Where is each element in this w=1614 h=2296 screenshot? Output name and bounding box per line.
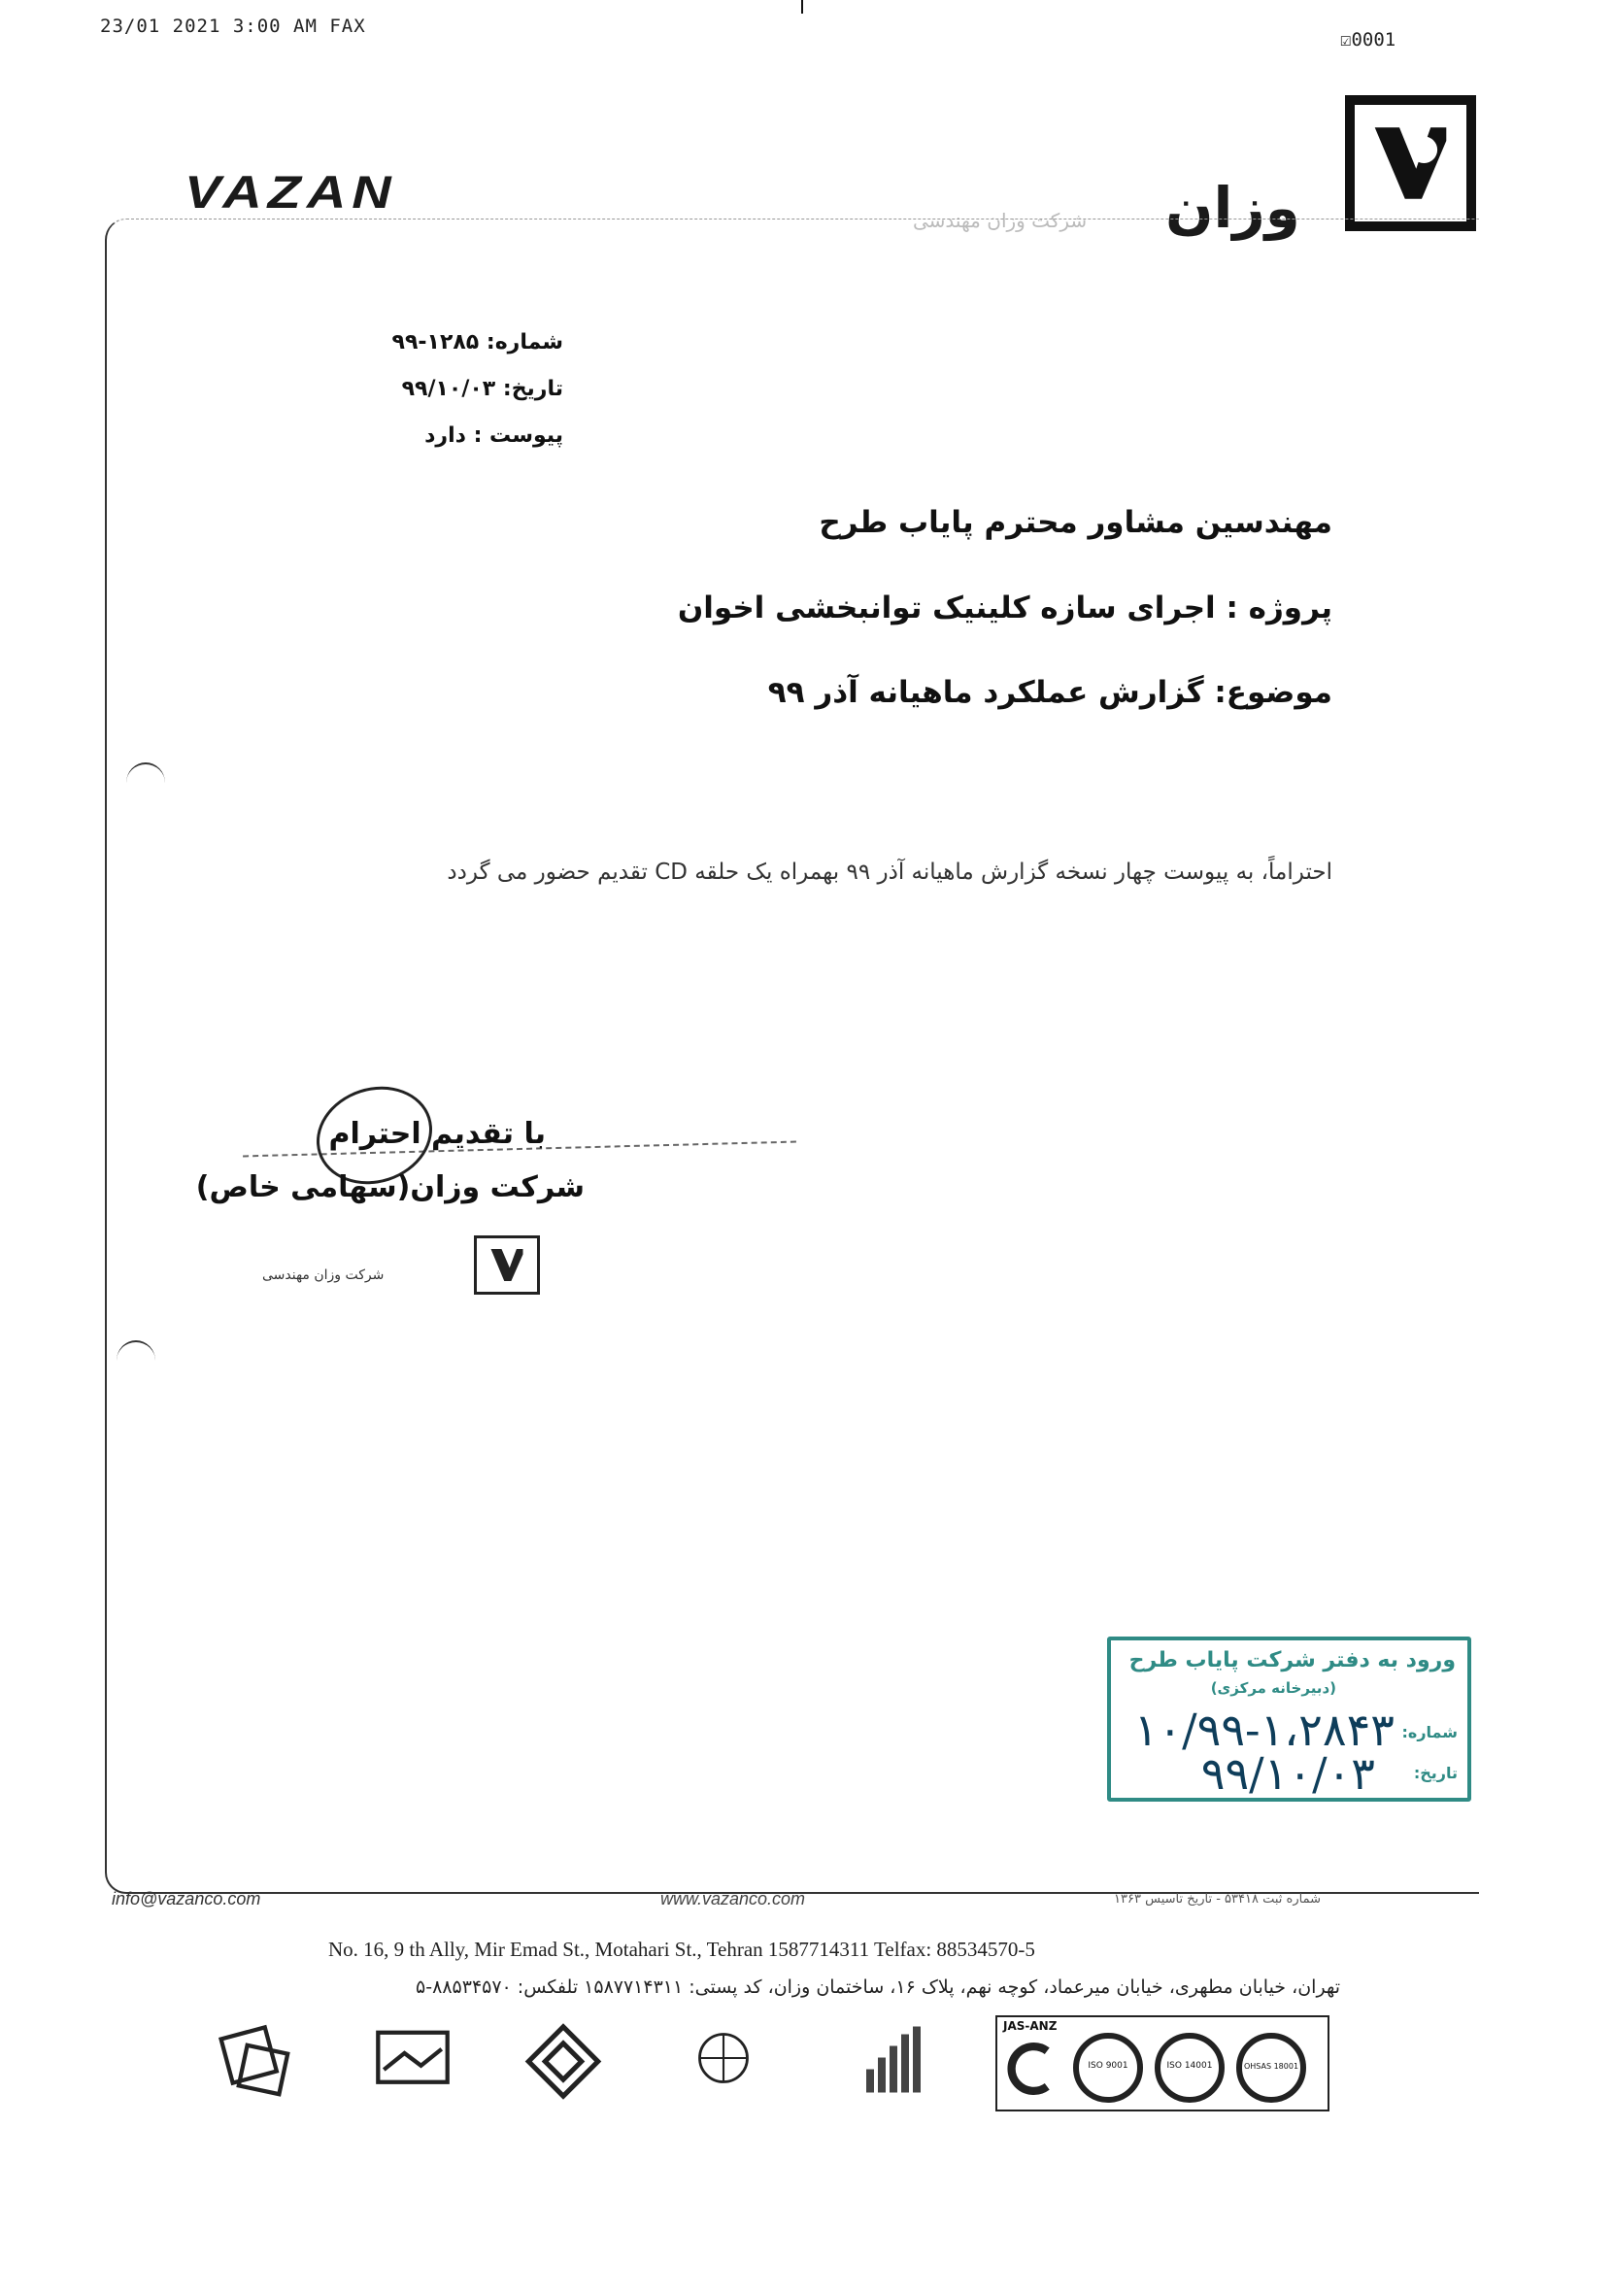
punch-hole-mark [126,762,165,803]
received-stamp [1107,1637,1471,1802]
jas-anz-logo-icon [1007,2035,1060,2103]
project-line: پروژه : اجرای سازه کلینیک توانبخشی اخوان [677,591,1332,625]
letter-date: تاریخ: ۹۹/۱۰/۰۳ [401,377,563,401]
footer-registration: شماره ثبت ۵۳۴۱۸ - تاریخ تاسیس ۱۳۶۳ [1114,1892,1321,1907]
company-stamp-text: شرکت وزان مهندسی [262,1267,385,1283]
letter-number: شماره: ۱۲۸۵-۹۹ [391,330,563,355]
handshake-logo-icon [369,2020,456,2103]
received-date-label: تاریخ: [1413,1764,1458,1782]
brand-latin-logo: VAZAN [185,165,397,219]
received-number-label: شماره: [1401,1723,1458,1741]
certification-strip [995,2015,1329,2111]
ohsas-18001-label: OHSAS 18001 [1243,2062,1299,2071]
punch-hole-mark [117,1340,155,1381]
brand-farsi-logo: وزان [1165,175,1300,241]
footer-address-english: No. 16, 9 th Ally, Mir Emad St., Motahari St., Tehran 1587714311 Telfax: 88534570-5 [328,1938,1035,1961]
certificate-badge-icon [214,2020,296,2103]
jas-anz-label: JAS-ANZ [1003,2019,1058,2033]
diamond-logo-icon [520,2020,607,2103]
top-edge-mark [801,0,803,14]
received-stamp-subtitle: (دبیرخانه مرکزی) [1210,1679,1336,1697]
iso-9001-seal-icon [1073,2033,1143,2103]
page-number: ☑0001 [1340,29,1396,51]
company-stamp-icon [474,1235,540,1295]
footer-website: www.vazanco.com [660,1889,806,1908]
letter-attachment: پیوست : دارد [424,423,563,448]
closing-phrase: با تقدیم احترام [328,1117,546,1151]
letterhead-subtitle: شرکت وزان مهندسی [913,209,1088,232]
received-number-value: ۱۰/۹۹-۱،۲۸۴۳ [1133,1704,1395,1756]
iso-14001-label: ISO 14001 [1166,2061,1213,2071]
company-logo-icon [1345,95,1476,231]
fax-header: 23/01 2021 3:00 AM FAX [100,16,366,37]
addressee: مهندسین مشاور محترم پایاب طرح [819,505,1332,540]
ohsas-18001-seal-icon [1236,2033,1306,2103]
footer-address-farsi: تهران، خیابان مطهری، خیابان میرعماد، کوچه نهم، پلاک ۱۶، ساختمان وزان، کد پستی: ۱۵۸۷۷۱۴۳۱۱ تلفکس: ۸۸۵۳۴۵۷۰-۵ [416,1976,1340,1998]
footer-email: info@vazanco.com [112,1889,261,1908]
received-stamp-title: ورود به دفتر شرکت پایاب طرح [1128,1648,1456,1672]
bar-chart-logo-icon [855,2020,932,2103]
iso-9001-label: ISO 9001 [1088,2061,1128,2071]
globe-logo-icon [689,2020,757,2103]
subject-line: موضوع: گزارش عملکرد ماهیانه آذر ۹۹ [767,675,1332,710]
letter-body: احتراماً، به پیوست چهار نسخه گزارش ماهیانه آذر ۹۹ بهمراه یک حلقه CD تقدیم حضور می گردد [447,860,1332,885]
company-name: شرکت وزان(سهامی خاص) [195,1170,585,1204]
received-date-value: ۹۹/۱۰/۰۳ [1200,1747,1375,1800]
iso-14001-seal-icon [1155,2033,1225,2103]
